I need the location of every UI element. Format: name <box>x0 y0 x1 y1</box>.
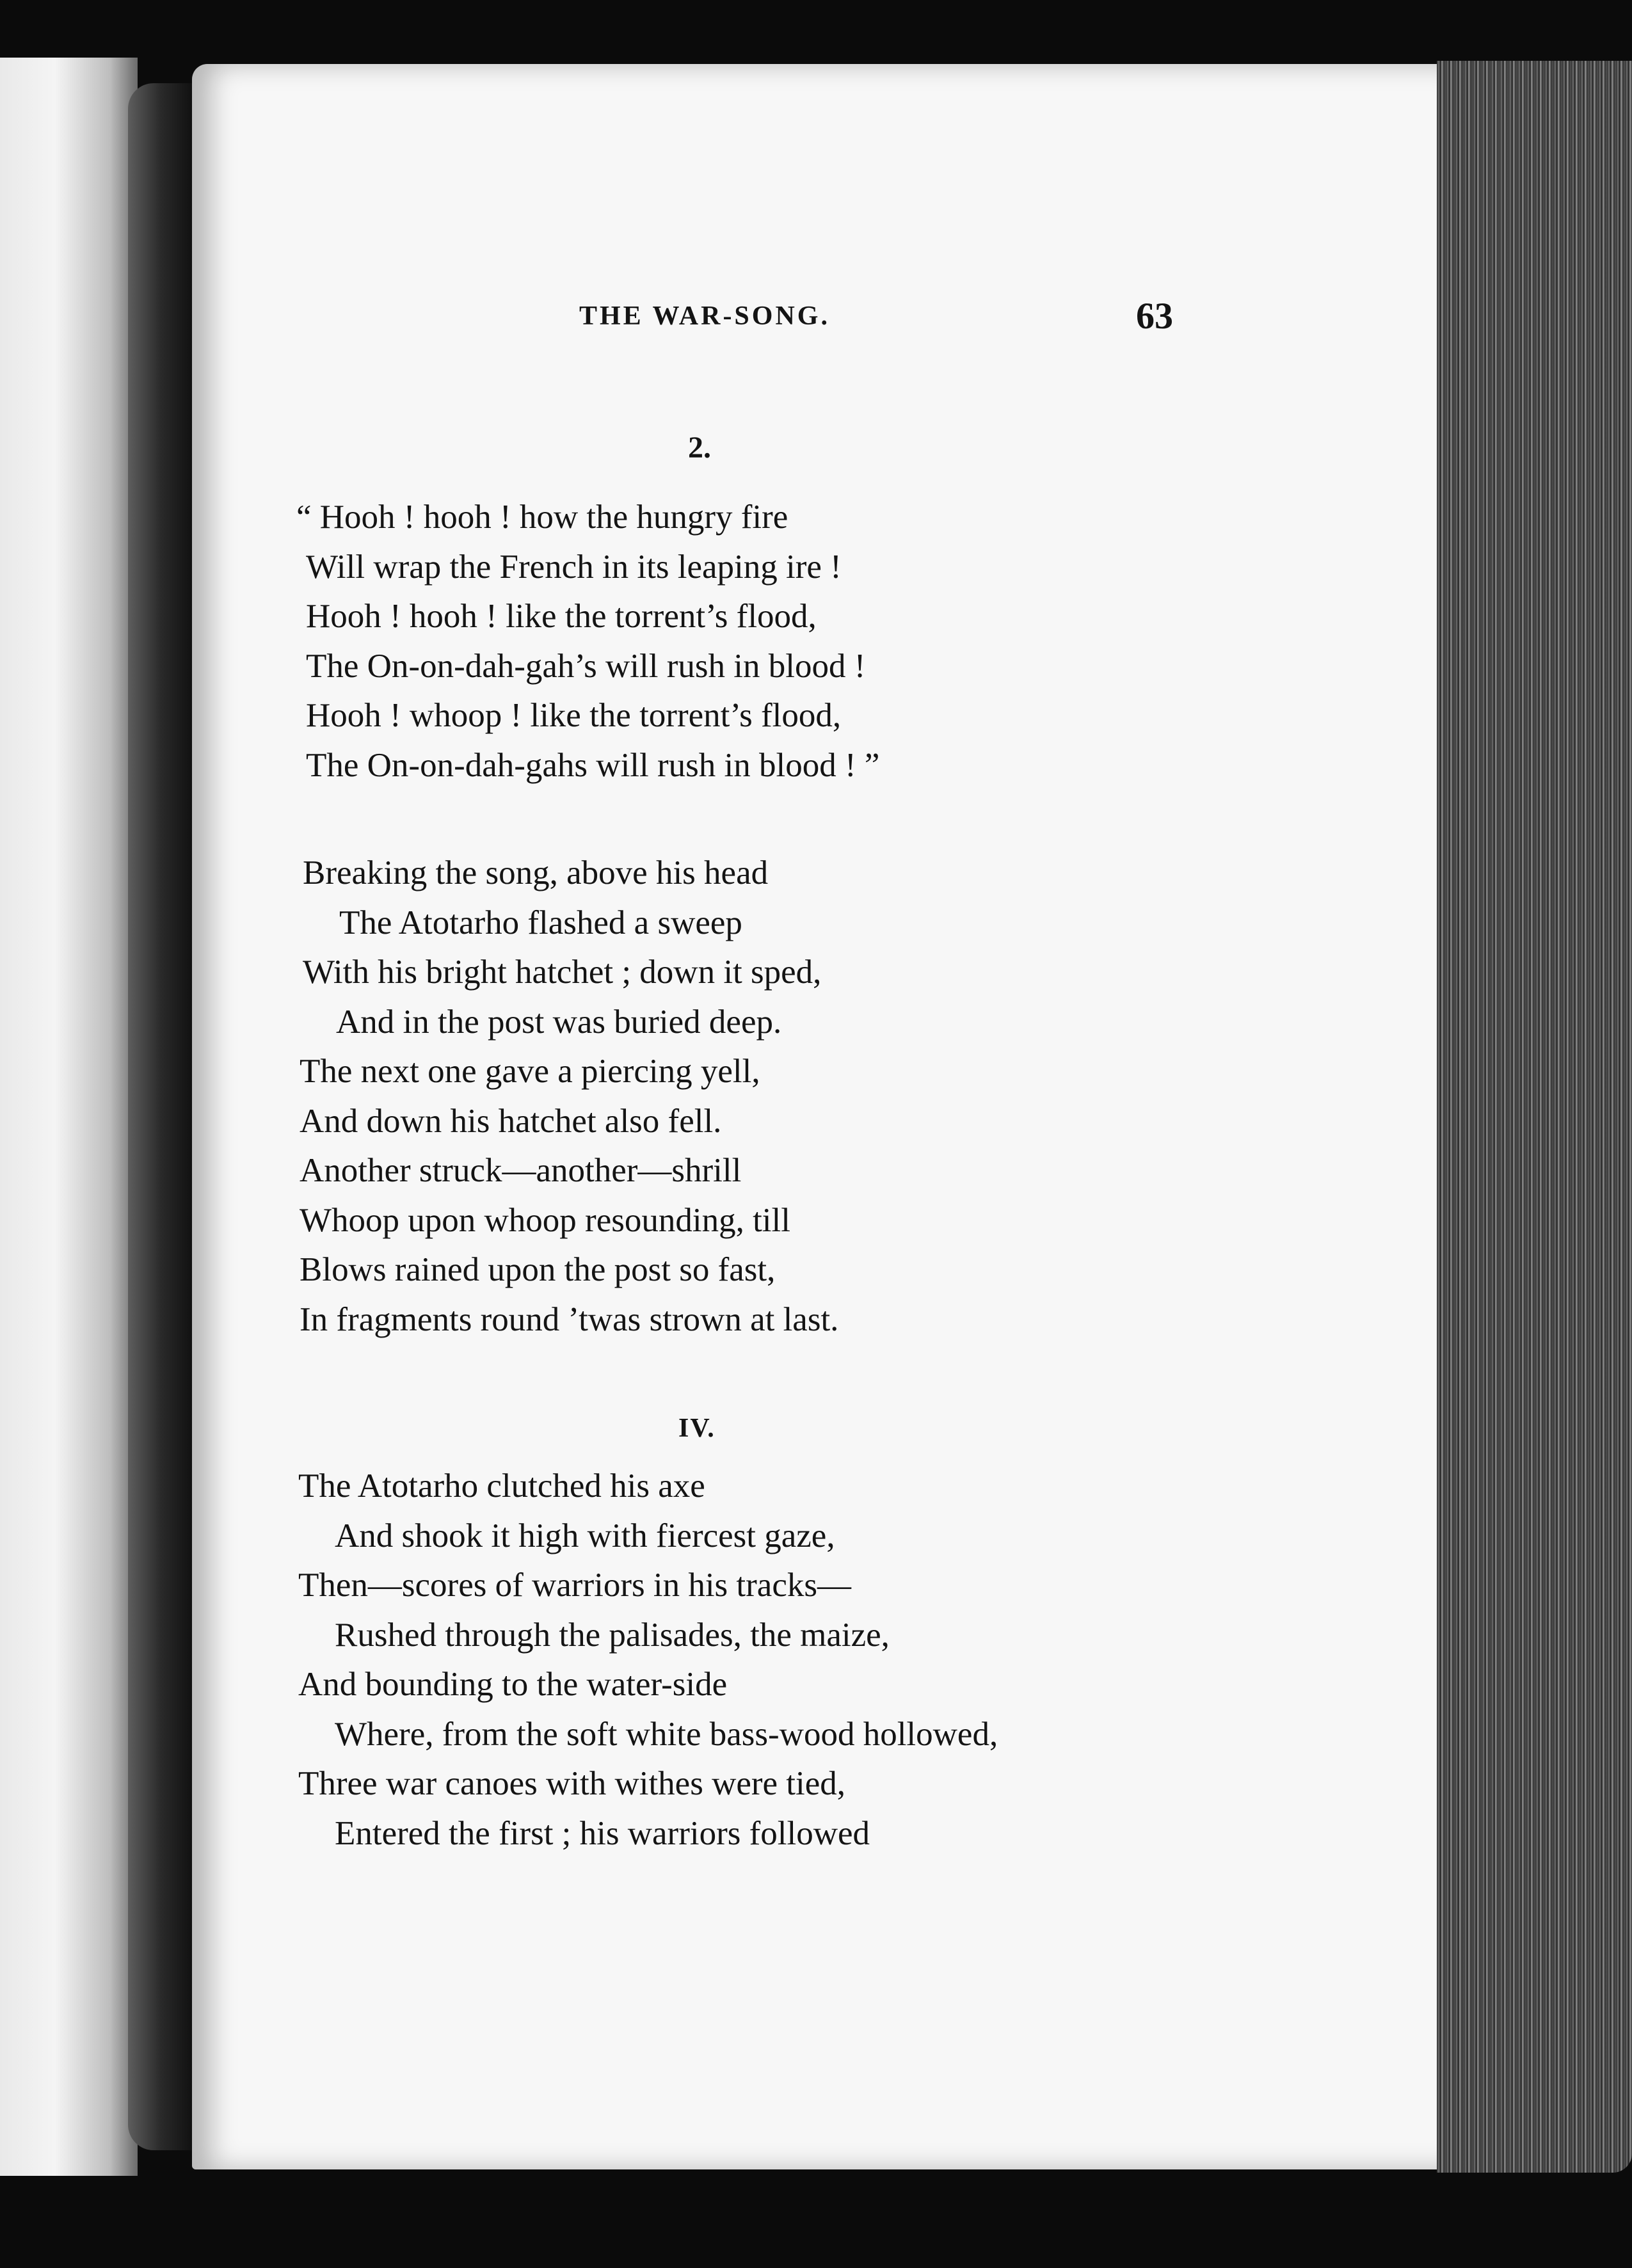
section-heading: IV. <box>678 1414 716 1443</box>
poem-line: Hooh ! hooh ! like the torrent’s flood, <box>306 598 817 635</box>
page-edges <box>1437 61 1632 2173</box>
poem-line: The On-on-dah-gah’s will rush in blood ! <box>306 648 866 685</box>
poem-line: Blows rained upon the post so fast, <box>300 1251 776 1288</box>
poem-line: Three war canoes with withes were tied, <box>298 1765 846 1802</box>
poem-line: Hooh ! whoop ! like the torrent’s flood, <box>306 697 842 734</box>
poem-line: The On-on-dah-gahs will rush in blood ! ” <box>306 747 880 784</box>
poem-line: Entered the first ; his warriors followed <box>335 1815 870 1852</box>
poem-line: Where, from the soft white bass-wood hollowed, <box>335 1716 998 1753</box>
poem-line: Breaking the song, above his head <box>303 854 769 891</box>
facing-page-edge <box>0 58 138 2189</box>
poem-line: Rushed through the palisades, the maize, <box>335 1617 890 1654</box>
poem-line: “ Hooh ! hooh ! how the hungry fire <box>296 499 788 536</box>
poem-line: With his bright hatchet ; down it sped, <box>303 954 822 991</box>
running-head: THE WAR-SONG. <box>579 301 830 331</box>
poem-line: And bounding to the water-side <box>298 1666 728 1703</box>
poem-line: Then—scores of warriors in his tracks— <box>298 1567 851 1604</box>
poem-line: The next one gave a piercing yell, <box>300 1053 760 1090</box>
stanza-number: 2. <box>688 431 711 465</box>
poem-line: In fragments round ’twas strown at last. <box>300 1301 839 1338</box>
poem-line: Will wrap the French in its leaping ire ! <box>306 548 842 586</box>
poem-line: Another struck—another—shrill <box>300 1152 742 1189</box>
poem-line: And in the post was buried deep. <box>336 1003 782 1041</box>
poem-line: The Atotarho clutched his axe <box>298 1467 705 1505</box>
page-number: 63 <box>1136 295 1173 337</box>
poem-line: And down his hatchet also fell. <box>300 1103 722 1140</box>
poem-line: Whoop upon whoop resounding, till <box>300 1202 790 1239</box>
background-shadow <box>0 2176 1632 2268</box>
poem-line: And shook it high with fiercest gaze, <box>335 1517 835 1554</box>
poem-line: The Atotarho flashed a sweep <box>339 904 742 941</box>
